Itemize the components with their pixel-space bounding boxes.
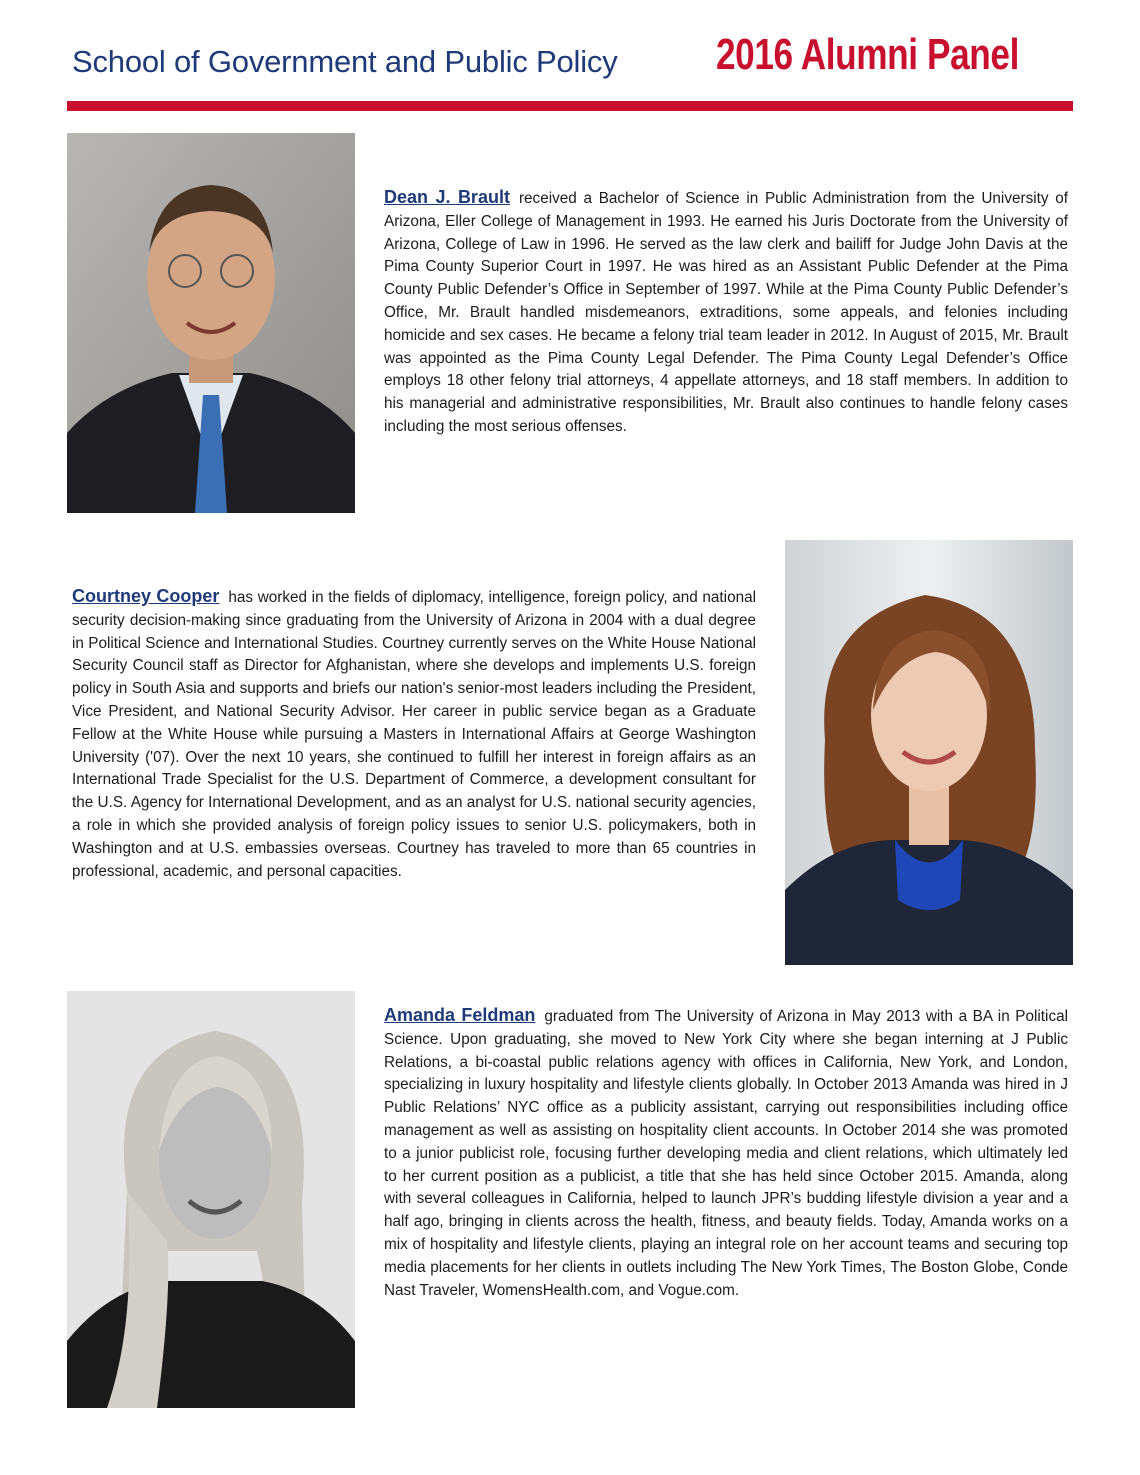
portrait-amanda-feldman [67,991,355,1408]
bio-dean-brault [384,186,1068,439]
alumnus-bio: has worked in the fields of diplomacy, intelligence, foreign policy, and national security decision-making since graduating from the University of Arizona in 2004 with a dual degree in Political Science and International Studies. Courtney currently serves on the White House National Security Council staff as Director for Afghanistan, where she develops and implements U.S. foreign policy in South Asia and supports and briefs our nation's senior-most leaders including the President, Vice President, and National Security Advisor. Her career in public service began as a Graduate Fellow at the White House while pursuing a Masters in International Affairs at George Washington University ('07). Over the next 10 years, she continued to fulfill her interest in foreign affairs as an International Trade Specialist for the U.S. Department of Commerce, a development consultant for the U.S. Agency for International Development, and as an analyst for U.S. national security agencies, a role in which she provided analysis of foreign policy issues to senior U.S. policymakers, both in Washington and at U.S. embassies overseas. Courtney has traveled to more than 65 countries in professional, academic, and personal capacities. [72,589,756,880]
alumnus-name: Courtney Cooper [72,586,220,606]
school-title: School of Government and Public Policy [72,44,618,79]
portrait-courtney-cooper [785,540,1073,965]
alumnus-name: Amanda Feldman [384,1005,536,1025]
alumnus-bio: received a Bachelor of Science in Public Administration from the University of Arizona, Eller College of Management in 1993. He earned his Juris Doctorate from the University of Arizona, College of Law in 1996. He served as the law clerk and bailiff for Judge John Davis at the Pima County Superior Court in 1997. He was hired as an Assistant Public Defender at the Pima County Public Defender’s Office in September of 1997. While at the Pima County Public Defender’s Office, Mr. Brault handled misdemeanors, extraditions, some appeals, and felonies including homicide and sex cases. He became a felony trial team leader in 2012. In August of 2015, Mr. Brault was appointed as the Pima County Legal Defender. The Pima County Legal Defender’s Office employs 18 other felony trial attorneys, 4 appellate attorneys, and 18 staff members. In addition to his managerial and administrative responsibilities, Mr. Brault also continues to handle felony cases including the most serious offenses. [384,190,1068,435]
header-divider [67,101,1073,111]
bio-courtney-cooper [72,585,756,883]
panel-title: 2016 Alumni Panel [716,30,1019,79]
portrait-dean-brault [67,133,355,513]
alumnus-name: Dean J. Brault [384,187,510,207]
alumnus-bio: graduated from The University of Arizona in May 2013 with a BA in Political Science. Upon graduating, she moved to New York City where she began interning at J Public Relations, a bi-coastal public relations agency with offices in California, New York, and London, specializing in luxury hospitality and lifestyle clients globally. In October 2013 Amanda was hired in J Public Relations’ NYC office as a publicity assistant, carrying out responsibilities including office management as well as assisting on hospitality client accounts. In October 2014 she was promoted to a junior publicist role, focusing further developing media and client relations, which ultimately led to her current position as a publicist, a title that she has held since October 2015. Amanda, along with several colleagues in California, helped to launch JPR’s budding lifestyle division a year and a half ago, bringing in clients across the health, fitness, and beauty fields. Today, Amanda works on a mix of hospitality and lifestyle clients, playing an integral role on her account teams and securing top media placements for her clients in outlets including The New York Times, The Boston Globe, Conde Nast Traveler, WomensHealth.com, and Vogue.com. [384,1008,1068,1299]
bio-amanda-feldman [384,1004,1068,1302]
